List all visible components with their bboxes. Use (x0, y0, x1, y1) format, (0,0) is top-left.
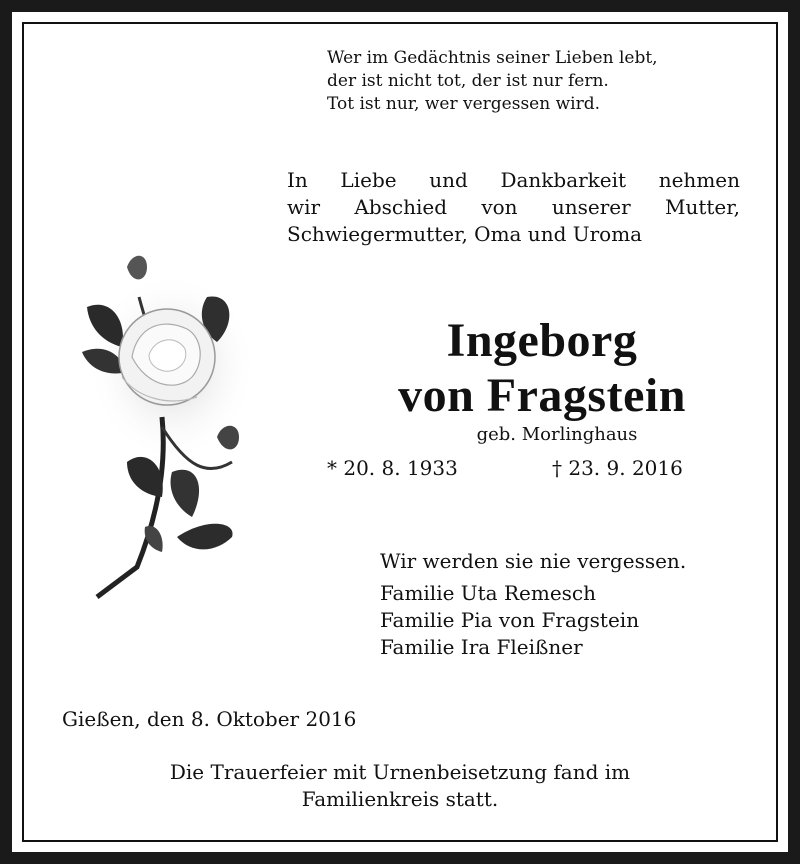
family-motto: Wir werden sie nie vergessen. (380, 549, 687, 573)
place-date: Gießen, den 8. Oktober 2016 (62, 707, 357, 731)
ceremony-line-2: Familienkreis statt. (301, 787, 499, 811)
poem-line-2: der ist nicht tot, der ist nur fern. (327, 71, 609, 91)
rose-illustration-icon (67, 237, 277, 617)
intro-line-2: wir Abschied von unserer Mutter, (287, 195, 740, 219)
intro-line-3: Schwiegermutter, Oma und Uroma (287, 222, 643, 246)
intro-line-1: In Liebe und Dankbarkeit nehmen (287, 168, 740, 192)
birth-date: * 20. 8. 1933 (327, 456, 458, 480)
death-date: † 23. 9. 2016 (552, 456, 683, 480)
ceremony-line-1: Die Trauerfeier mit Urnenbeisetzung fand im (169, 760, 631, 784)
deceased-last-name: von Fragstein (398, 369, 686, 422)
family-member-3: Familie Ira Fleißner (380, 635, 583, 659)
poem-line-1: Wer im Gedächtnis seiner Lieben lebt, (327, 48, 658, 68)
deceased-first-name: Ingeborg (446, 314, 638, 367)
birth-name: geb. Morlinghaus (476, 424, 638, 445)
poem-line-3: Tot ist nur, wer vergessen wird. (327, 94, 600, 114)
family-member-2: Familie Pia von Fragstein (380, 608, 640, 632)
family-member-1: Familie Uta Remesch (380, 581, 597, 605)
obituary-notice (12, 12, 788, 852)
